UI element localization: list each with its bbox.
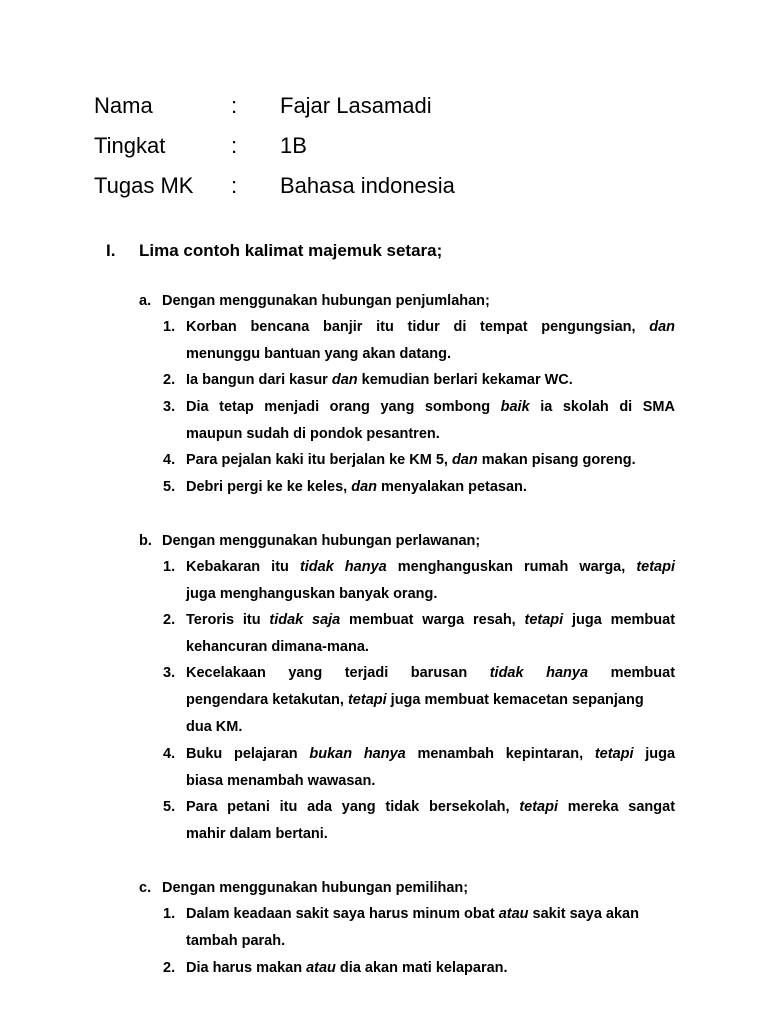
item-number: 3. [163,665,176,681]
item-line [186,901,675,928]
conjunction: dan [331,372,358,388]
item-text: dia akan mati kelaparan. [335,960,508,976]
section-title: Lima contoh kalimat majemuk setara; [139,241,443,260]
item-text: ia skolah di SMA [540,399,675,415]
subsection-marker: b. [139,533,152,549]
item-number: 4. [163,746,176,762]
item-line: juga menghanguskan banyak orang. [186,586,438,602]
item-text: menghanguskan rumah warga, [397,559,626,575]
item-number: 5. [163,799,176,815]
item-line [186,554,675,581]
item-line [186,660,675,687]
item-text: membuat warga resah, [349,612,516,628]
item-number: 5. [163,479,176,495]
conjunction: tetapi [347,692,387,708]
item-number: 2. [163,372,176,388]
conjunction: tidak hanya [489,665,589,681]
subsection-title: Dengan menggunakan hubungan pemilihan; [162,880,469,896]
item-number: 1. [163,319,176,335]
item-text: juga [645,746,676,762]
item-text: Kebakaran itu [186,559,289,575]
item-line: menunggu bantuan yang akan datang. [186,346,452,362]
conjunction: tetapi [524,612,564,628]
tingkat-colon: : [231,133,238,158]
conjunction: tidak saja [269,612,341,628]
item-line [186,794,675,821]
item-text: mereka sangat [567,799,676,815]
item-number: 2. [163,960,176,976]
item-text: Para petani itu ada yang tidak bersekolah, [186,799,510,815]
item-line [186,607,675,634]
item-line [186,394,675,421]
item-text: Kecelakaan yang terjadi barusan [186,665,468,681]
item-text: membuat [610,665,676,681]
conjunction: dan [451,452,478,468]
subsection-marker: c. [139,880,152,896]
item-text: Debri pergi ke ke keles, [186,479,352,495]
item-text: juga membuat kemacetan sepanjang [386,692,644,708]
item-line: kehancuran dimana-mana. [186,639,369,655]
item-number: 2. [163,612,176,628]
item-text: Teroris itu [186,612,261,628]
tugas-label: Tugas MK [94,173,194,198]
item-text: juga membuat [571,612,676,628]
item-line [186,314,675,341]
conjunction: tetapi [594,746,634,762]
item-line [186,447,675,474]
item-line: maupun sudah di pondok pesantren. [186,426,440,442]
section-number: I. [106,241,116,260]
item-text: Dia harus makan [186,960,307,976]
conjunction: bukan hanya [309,746,406,762]
item-number: 1. [163,559,176,575]
item-line: tambah parah. [186,933,286,949]
item-text: menyalakan petasan. [377,479,527,495]
conjunction: tetapi [636,559,675,575]
conjunction: atau [306,960,336,976]
tingkat-value: 1B [280,133,307,158]
nama-label: Nama [94,93,153,118]
item-line: mahir dalam bertani. [186,826,328,842]
item-text: menambah kepintaran, [417,746,584,762]
tugas-colon: : [231,173,238,198]
tugas-value: Bahasa indonesia [280,173,455,198]
item-text: Dia tetap menjadi orang yang sombong [186,399,491,415]
item-text: kemudian berlari kekamar WC. [357,372,573,388]
item-line [186,741,675,768]
item-line [186,955,675,982]
item-text: Dalam keadaan sakit saya harus minum obat [186,906,499,922]
subsection-marker: a. [139,293,152,309]
item-text: Korban bencana banjir itu tidur di tempat pengungsian, [186,319,636,335]
item-line [186,687,675,714]
item-text: makan pisang goreng. [477,452,636,468]
item-number: 1. [163,906,176,922]
item-text: pengendara ketakutan, [186,692,348,708]
nama-value: Fajar Lasamadi [280,93,432,118]
subsection-title: Dengan menggunakan hubungan penjumlahan; [162,293,490,309]
item-text: Para pejalan kaki itu berjalan ke KM 5, [186,452,452,468]
item-text: sakit saya akan [528,906,639,922]
nama-colon: : [231,93,238,118]
item-line [186,367,675,394]
conjunction: tetapi [519,799,558,815]
conjunction: baik [500,399,530,415]
item-number: 3. [163,399,176,415]
conjunction: atau [498,906,529,922]
item-number: 4. [163,452,176,468]
subsection-title: Dengan menggunakan hubungan perlawanan; [162,533,481,549]
item-text: Buku pelajaran [186,746,298,762]
conjunction: dan [351,479,378,495]
item-text: Ia bangun dari kasur [186,372,332,388]
item-line [186,474,675,501]
tingkat-label: Tingkat [94,133,166,158]
item-line: dua KM. [186,719,243,735]
conjunction: dan [649,319,676,335]
item-line: biasa menambah wawasan. [186,773,376,789]
conjunction: tidak hanya [299,559,387,575]
